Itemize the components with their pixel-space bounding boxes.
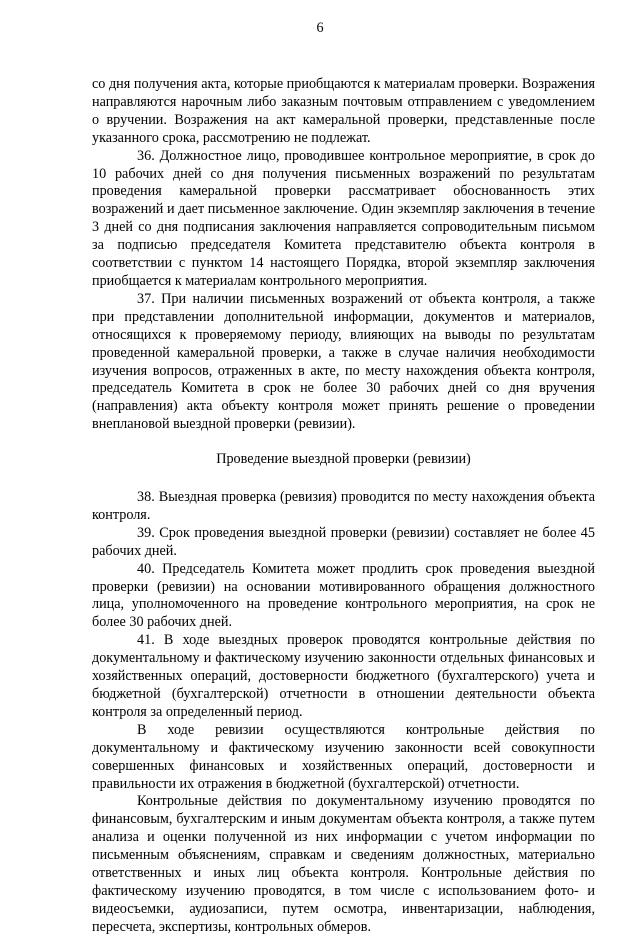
paragraph-41: 41. В ходе выездных проверок проводятся контрольные действия по документальному и фактическому изучению законности отдельных финансовых и хозяйственных операций, достоверности бюджетного (бухгалтерского) учета и бюджетной (бухгалтерской) отчетности в отношении деятельности объекта контроля за определенный период. [92,632,595,720]
paragraph-37: 37. При наличии письменных возражений от объекта контроля, а также при представлении дополнительной информации, документов и материалов, относящихся к проверяемому периоду, влияющих на выводы по результатам проведенной камеральной проверки, а также в случае наличия необходимости изучения вопросов, отраженных в акте, по месту нахождения объекта контроля, председатель Комитета в срок не более 30 рабочих дней со дня вручения (направления) акта объекту контроля может принять решение о проведении внеплановой выездной проверки (ревизии). [92,290,595,433]
section-heading: Проведение выездной проверки (ревизии) [216,451,471,468]
document-body [92,76,595,937]
paragraph-control-actions: Контрольные действия по документальному изучению проводятся по финансовым, бухгалтерским и иным документам объекта контроля, а также путем анализа и оценки полученной из них информации с учетом информации по письменным объяснениям, справкам и сведениям должностных, материально ответственных и иных лиц объекта контроля. Контрольные действия по фактическому изучению проводятся, в том числе с использованием фото- и видеосъемки, аудиозаписи, путем осмотра, инвентаризации, наблюдения, пересчета, экспертизы, контрольных обмеров. [92,793,595,935]
paragraph-continuation: со дня получения акта, которые приобщаются к материалам проверки. Возражения направляются нарочным либо заказным почтовым отправлением с уведомлением о вручении. Возражения на акт камеральной проверки, представленные после указанного срока, рассмотрению не подлежат. [92,76,595,146]
paragraph-39: 39. Срок проведения выездной проверки (ревизии) составляет не более 45 рабочих дней. [92,524,595,559]
paragraph-40: 40. Председатель Комитета может продлить срок проведения выездной проверки (ревизии) на основании мотивированного обращения должностного лица, уполномоченного на проведение контрольного мероприятия, на срок не более 30 рабочих дней. [92,560,595,631]
paragraph-revision-actions: В ходе ревизии осуществляются контрольные действия по документальному и фактическому изучению законности всей совокупности совершенных финансовых и хозяйственных операций, достоверности и правильности их отражения в бюджетной (бухгалтерской) отчетности. [92,721,595,792]
page-number: 6 [316,20,324,36]
paragraph-36: 36. Должностное лицо, проводившее контрольное мероприятие, в срок до 10 рабочих дней со дня получения письменных возражений по результатам проведения камеральной проверки рассматривает обоснованность этих возражений и дает письменное заключение. Один экземпляр заключения в течение 3 дней со дня подписания заключения направляется сопроводительным письмом за подписью председателя Комитета представителю объекта контроля в соответствии с пунктом 14 настоящего Порядка, второй экземпляр заключения приобщается к материалам контрольного мероприятия. [92,147,595,289]
paragraph-38: 38. Выездная проверка (ревизия) проводится по месту нахождения объекта контроля. [92,489,595,523]
